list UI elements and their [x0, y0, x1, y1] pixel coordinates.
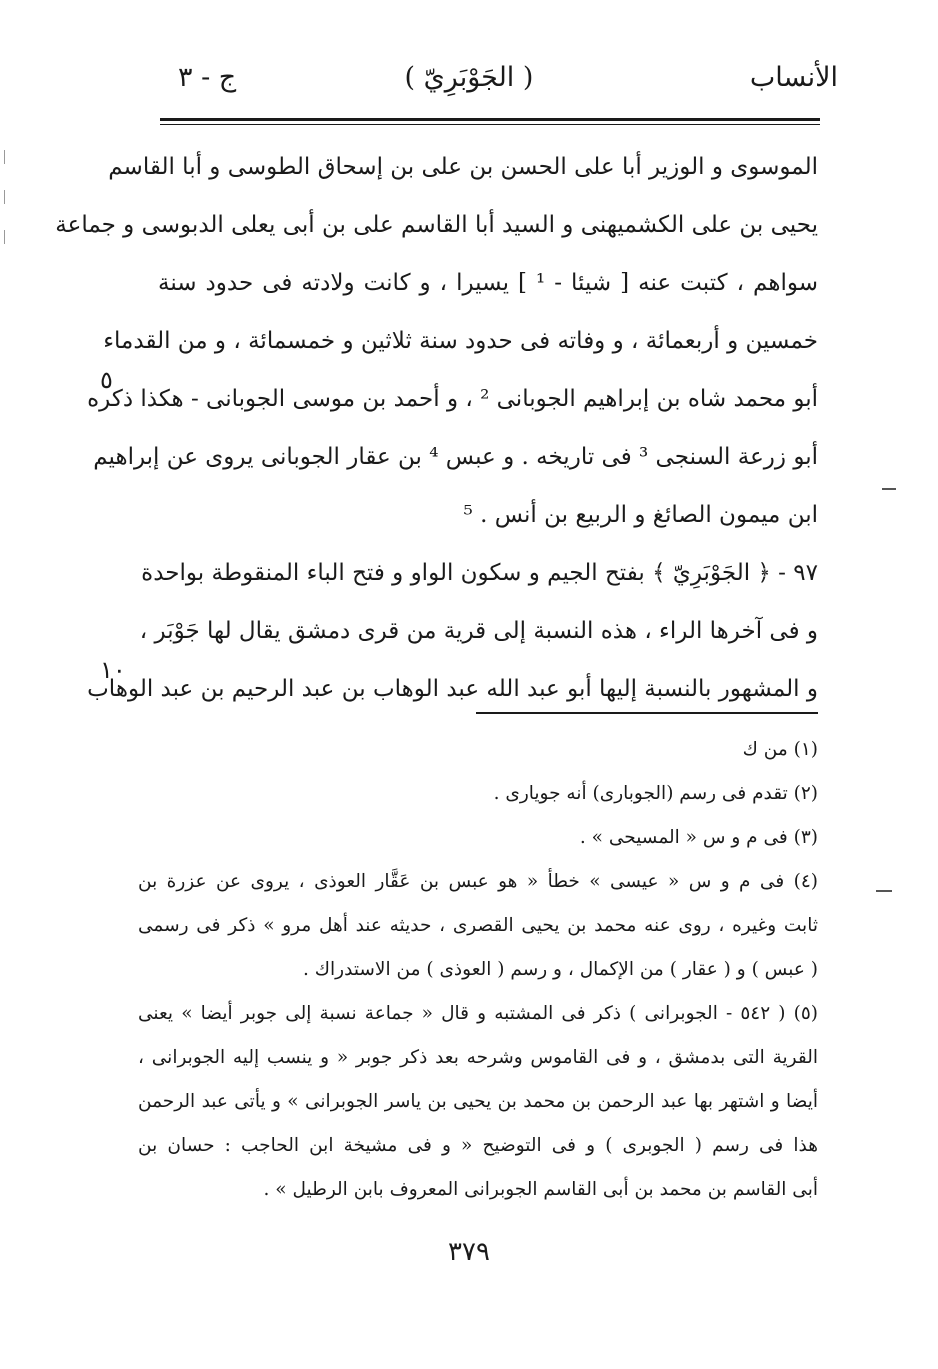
footnote-continuation: هذا فى رسم ( الجوبرى ) و فى التوضيح « و فى مشيخة ابن الحاجب : حسان بن — [138, 1135, 818, 1156]
footnote-continuation: أبى القاسم بن محمد بن أبى القاسم الجوبرانى المعروف بابن الرطيل » . — [263, 1179, 818, 1200]
text-line: أبو زرعة السنجى ³ فى تاريخه . و عبس ⁴ بن عقار الجوبانى يروى عن إبراهيم — [93, 444, 818, 470]
volume-number: ج - ٣ — [178, 62, 237, 93]
text-line: ابن ميمون الصائغ و الربيع بن أنس . ⁵ — [463, 502, 818, 528]
footnote: (١) من ك — [742, 739, 818, 760]
footnote-separator — [476, 712, 818, 714]
entry-start-line: ٩٧ - ﴿ الجَوْبَرِيّ ﴾ بفتح الجيم و سكون الواو و فتح الباء المنقوطة بواحدة — [141, 560, 818, 586]
text-line: و فى آخرها الراء ، هذه النسبة إلى قرية من قرى دمشق يقال لها جَوْبَر ، — [139, 618, 818, 644]
footnote-continuation: ثابت وغيره ، روى عنه محمد بن يحيى القصرى ، حديثه عند أهل مرو » ذكر فى رسمى — [138, 915, 818, 936]
footnote-continuation: أيضا و اشتهر بها عبد الرحمن بن محمد بن يحيى بن ياسر الجوبرانى » و يأتى عبد الرحمن — [138, 1091, 818, 1112]
margin-line-number-10: ١٠ — [100, 656, 126, 684]
text-line: الموسوى و الوزير أبا على الحسن بن على بن إسحاق الطوسى و أبا القاسم — [108, 154, 818, 180]
header-rule-thick — [160, 118, 820, 121]
scan-mark — [876, 890, 892, 892]
footnote-continuation: ( عبس ) و ( عقار ) من الإكمال ، و رسم ( العوذى ) من الاستدراك . — [303, 959, 818, 980]
footnote: (٣) فى م و س « المسيحى » . — [579, 827, 818, 848]
footnote: (٥) ( ٥٤٢ - الجوبرانى ) ذكر فى المشتبه و قال « جماعة نسبة إلى جوبر أيضا » يعنى — [138, 1003, 818, 1024]
footnote: (٢) تقدم فى رسم (الجوبارى) أنه جويارى . — [493, 783, 818, 804]
text-line: سواهم ، كتبت عنه [ شيئا - ¹ ] يسيرا ، و كانت ولادته فى حدود سنة — [158, 270, 818, 296]
scan-mark — [4, 150, 5, 164]
margin-line-number-5: ٥ — [100, 366, 113, 394]
header-rule-thin — [160, 124, 820, 125]
scan-mark — [882, 488, 896, 490]
text-line: و المشهور بالنسبة إليها أبو عبد الله عبد الوهاب بن عبد الرحيم بن عبد الوهاب — [87, 676, 818, 702]
scan-mark — [4, 190, 5, 204]
text-line: خمسين و أربعمائة ، و وفاته فى حدود سنة ثلاثين و خمسمائة ، و من القدماء — [103, 328, 818, 354]
text-line: يحيى بن على الكشميهنى و السيد أبا القاسم على بن أبى يعلى الدبوسى و جماعة — [55, 212, 818, 238]
footnote: (٤) فى م و س « عيسى » خطأ « هو عبس بن عَقَّار العوذى ، يروى عن عزرة بن — [138, 871, 818, 892]
text-line: أبو محمد شاه بن إبراهيم الجوبانى ² ، و أحمد بن موسى الجوبانى - هكذا ذكره — [87, 386, 818, 412]
page-number: ٣٧٩ — [448, 1237, 490, 1267]
entry-heading: ( الجَوْبَرِيّ ) — [404, 62, 534, 93]
scan-mark — [4, 230, 5, 244]
footnotes — [138, 728, 818, 1212]
footnote-continuation: القرية التى بدمشق ، و فى القاموس وشرحه بعد ذكر جوبر « و ينسب إليه الجوبرانى ، — [138, 1047, 818, 1068]
running-title: الأنساب — [749, 62, 838, 93]
